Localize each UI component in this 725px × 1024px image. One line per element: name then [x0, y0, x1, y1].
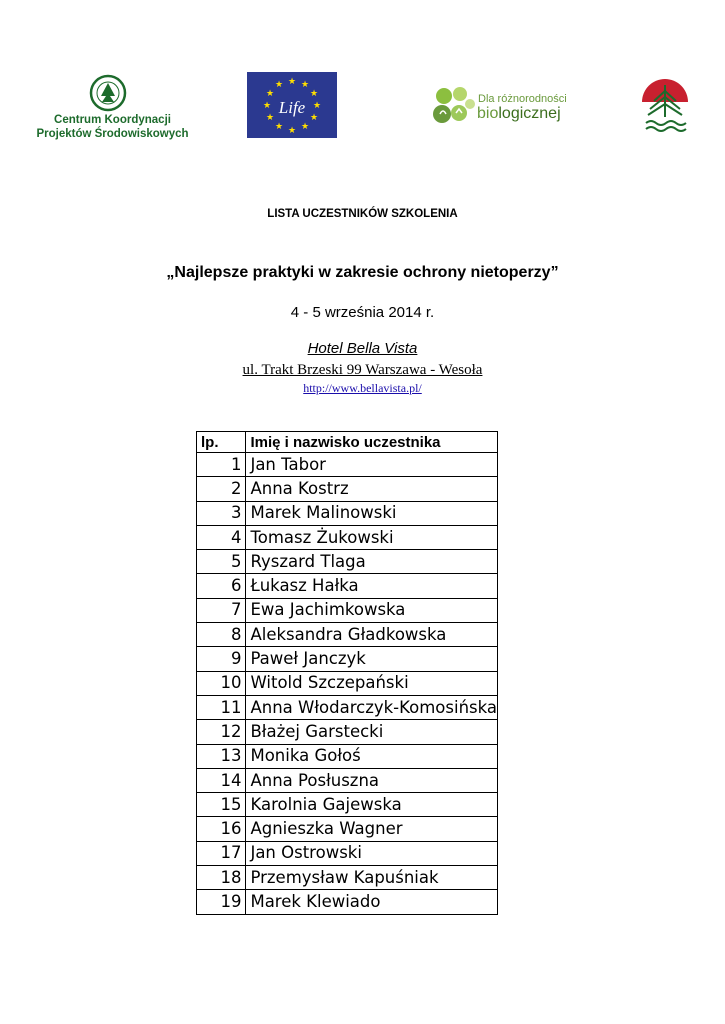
row-number: 13	[197, 744, 246, 768]
table-row	[197, 841, 498, 865]
participants-table	[196, 431, 498, 915]
nfosigw-logo	[640, 77, 690, 137]
biodiversity-logo	[432, 84, 567, 130]
table-row	[197, 866, 498, 890]
row-number: 2	[197, 477, 246, 501]
row-number: 8	[197, 623, 246, 647]
table-row	[197, 793, 498, 817]
table-row	[197, 598, 498, 622]
table-row	[197, 647, 498, 671]
participant-name: Łukasz Hałka	[246, 574, 498, 598]
table-row	[197, 768, 498, 792]
header-lp: lp.	[197, 432, 246, 453]
biodiversity-line2	[477, 105, 561, 123]
table-row	[197, 695, 498, 719]
tree-emblem-icon	[86, 74, 130, 112]
svg-text:★: ★	[265, 88, 275, 98]
table-row	[197, 720, 498, 744]
svg-text:★: ★	[262, 100, 272, 110]
ckps-name-line2: Projektów Środowiskowych	[36, 128, 189, 140]
training-title: „Najlepsze praktyki w zakresie ochrony nietoperzy”	[166, 264, 559, 281]
participant-name: Anna Kostrz	[246, 477, 498, 501]
row-number: 17	[197, 841, 246, 865]
life-logo	[247, 72, 337, 138]
row-number: 18	[197, 866, 246, 890]
row-number: 12	[197, 720, 246, 744]
participant-name: Anna Posłuszna	[246, 768, 498, 792]
table-row	[197, 744, 498, 768]
svg-text:★: ★	[287, 76, 297, 86]
participant-name: Jan Tabor	[246, 453, 498, 477]
table-row	[197, 890, 498, 914]
biodiversity-line1: Dla różnorodności	[478, 93, 567, 105]
life-label: Life	[278, 98, 306, 117]
ckps-name-line1: Centrum Koordynacji	[54, 114, 171, 126]
participant-name: Aleksandra Gładkowska	[246, 623, 498, 647]
participant-name: Agnieszka Wagner	[246, 817, 498, 841]
svg-text:★: ★	[309, 88, 319, 98]
nfosigw-emblem-icon	[640, 77, 690, 137]
svg-text:★: ★	[274, 121, 284, 131]
participant-name: Jan Ostrowski	[246, 841, 498, 865]
row-number: 16	[197, 817, 246, 841]
list-title: LISTA UCZESTNIKÓW SZKOLENIA	[267, 208, 458, 220]
participant-name: Witold Szczepański	[246, 671, 498, 695]
svg-text:★: ★	[287, 125, 297, 135]
table-row	[197, 550, 498, 574]
biodiversity-logicznej: logicznej	[498, 105, 561, 122]
table-row	[197, 525, 498, 549]
participant-name: Błażej Garstecki	[246, 720, 498, 744]
row-number: 4	[197, 525, 246, 549]
hotel-url-link[interactable]: http://www.bellavista.pl/	[303, 381, 422, 395]
table-row	[197, 477, 498, 501]
row-number: 14	[197, 768, 246, 792]
row-number: 1	[197, 453, 246, 477]
svg-text:★: ★	[265, 112, 275, 122]
participant-name: Marek Malinowski	[246, 501, 498, 525]
row-number: 3	[197, 501, 246, 525]
row-number: 6	[197, 574, 246, 598]
eu-flag-icon	[247, 72, 337, 138]
svg-text:★: ★	[274, 79, 284, 89]
participant-name: Ewa Jachimkowska	[246, 598, 498, 622]
svg-text:★: ★	[300, 121, 310, 131]
row-number: 10	[197, 671, 246, 695]
row-number: 11	[197, 695, 246, 719]
table-header-row	[197, 432, 498, 453]
hotel-name: Hotel Bella Vista	[307, 340, 418, 357]
participant-name: Paweł Janczyk	[246, 647, 498, 671]
svg-text:★: ★	[309, 112, 319, 122]
table-row	[197, 623, 498, 647]
table-row	[197, 817, 498, 841]
row-number: 19	[197, 890, 246, 914]
biodiversity-bio: bio	[477, 105, 499, 122]
row-number: 15	[197, 793, 246, 817]
row-number: 9	[197, 647, 246, 671]
header-name: Imię i nazwisko uczestnika	[246, 432, 498, 453]
participant-name: Monika Gołoś	[246, 744, 498, 768]
ckps-logo	[30, 74, 195, 144]
svg-text:★: ★	[300, 79, 310, 89]
svg-text:★: ★	[312, 100, 322, 110]
table-row	[197, 671, 498, 695]
participant-name: Przemysław Kapuśniak	[246, 866, 498, 890]
table-row	[197, 574, 498, 598]
participant-name: Tomasz Żukowski	[246, 525, 498, 549]
table-row	[197, 501, 498, 525]
biodiversity-circles-icon	[432, 84, 476, 130]
participant-name: Karolnia Gajewska	[246, 793, 498, 817]
participant-name: Marek Klewiado	[246, 890, 498, 914]
row-number: 5	[197, 550, 246, 574]
table-row	[197, 453, 498, 477]
row-number: 7	[197, 598, 246, 622]
hotel-address: ul. Trakt Brzeski 99 Warszawa - Wesoła	[242, 362, 483, 378]
participant-name: Anna Włodarczyk-Komosińska	[246, 695, 498, 719]
participant-name: Ryszard Tlaga	[246, 550, 498, 574]
training-date: 4 - 5 września 2014 r.	[290, 304, 435, 321]
